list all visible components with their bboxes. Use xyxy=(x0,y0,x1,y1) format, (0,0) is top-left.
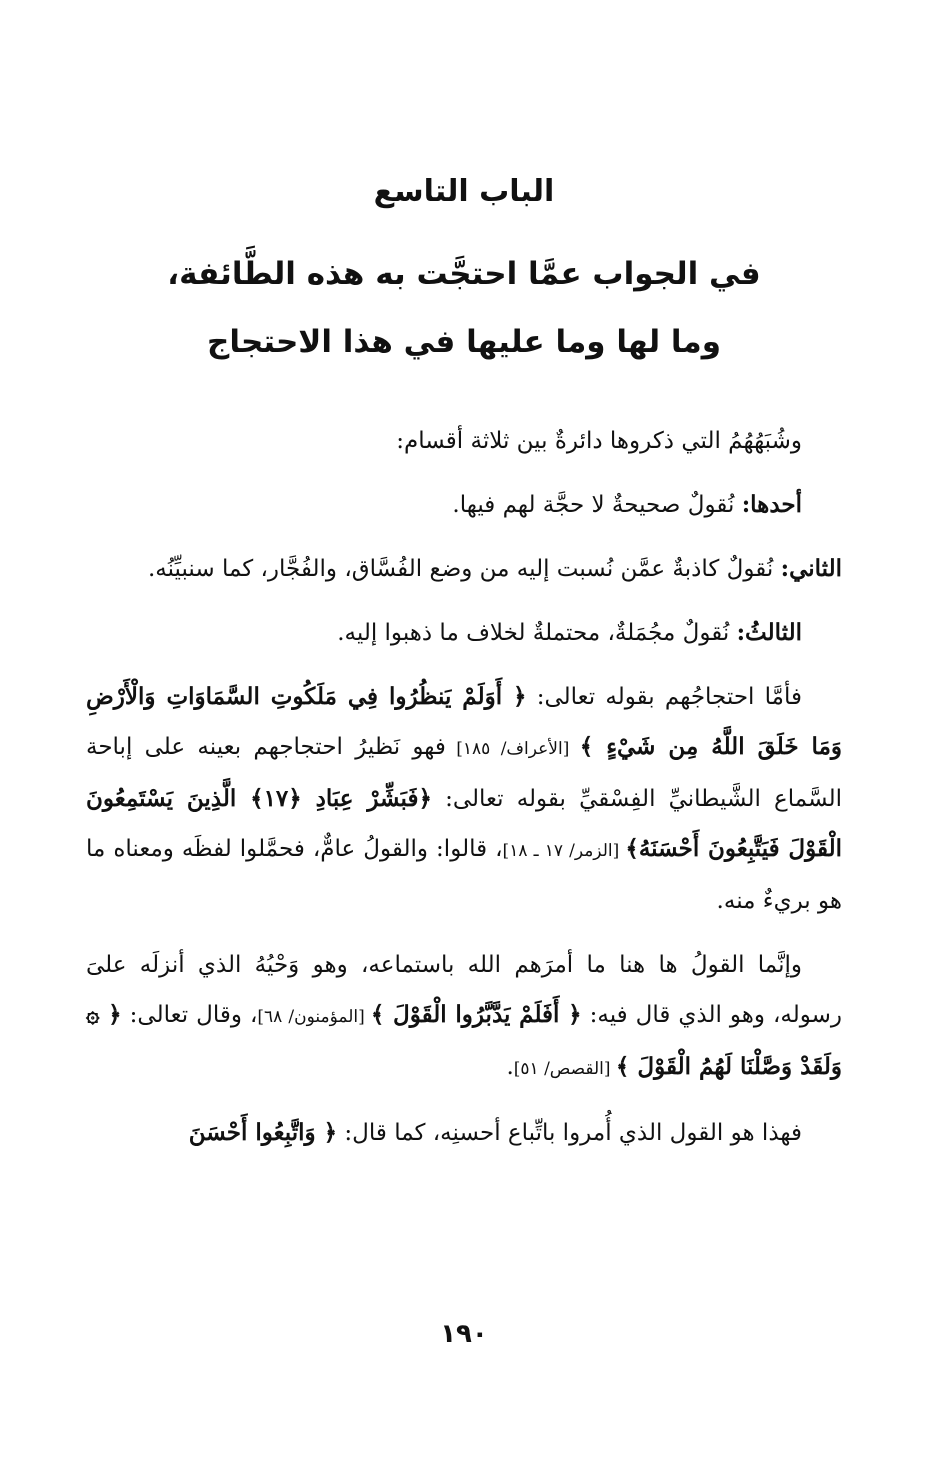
second-category-lead: الثاني: xyxy=(780,555,842,582)
first-category-text: نُقولٌ صحيحةٌ لا حجَّة لهم فيها. xyxy=(452,492,742,518)
argument-text-a: فأمَّا احتجاجُهم بقوله تعالى: xyxy=(526,684,803,710)
paragraph-intro xyxy=(86,416,842,466)
quran-verse-zumar: ﴿فَبَشِّرْ عِبَادِ ﴿١٧﴾ الَّذِينَ يَسْتَمِعُونَ الْقَوْلَ فَيَتَّبِعُونَ أَحْسَنَهُ﴾ xyxy=(86,785,843,862)
paragraph-meaning-of-qawl xyxy=(86,940,842,1094)
argument-text-b: فهو نَظيرُ احتجاجهم بعينه على إباحة السَّماع الشَّيطانيِّ الفِسْقيِّ بقوله تعالى: xyxy=(86,734,842,812)
paragraph-follow-best xyxy=(86,1108,842,1158)
paragraph-first-category xyxy=(86,480,842,530)
paragraph-second-category xyxy=(86,544,842,594)
chapter-title-line-1: في الجواب عمَّا احتجَّت به هذه الطَّائفة، xyxy=(167,256,761,292)
third-category-lead: الثالثُ: xyxy=(736,619,802,646)
first-category-lead: أحدها: xyxy=(741,491,802,518)
quran-verse-qasas: ﴿ ۞ وَلَقَدْ وَصَّلْنَا لَهُمُ الْقَوْلَ ﴾ xyxy=(86,1001,842,1080)
argument-text-c: ، قالوا: والقولُ عامٌّ، فحمَّلوا لفظَه ومعناه ما هو بريءٌ منه. xyxy=(86,836,842,914)
page-number: ١٩٠ xyxy=(440,1319,488,1349)
verse-reference-araf: [الأعراف/ ١٨٥] xyxy=(445,739,580,759)
verse-reference-qasas: [القصص/ ٥١] xyxy=(513,1059,616,1079)
chapter-title xyxy=(0,240,928,376)
paragraph-argument xyxy=(86,672,842,926)
second-category-text: نُقولٌ كاذبةٌ عمَّن نُسبت إليه من وضع الفُسَّاق، والفُجَّار، كما سنبيِّنُه. xyxy=(147,556,781,582)
chapter-title-line-2: وما لها وما عليها في هذا الاحتجاج xyxy=(206,324,721,360)
quran-verse-fragment: ﴿ وَاتَّبِعُوا أَحْسَنَ xyxy=(188,1119,338,1146)
meaning-text-a: وإنَّما القولُ ها هنا ما أمرَهم الله باستماعه، وهو وَحْيُهُ الذي أنزلَه علىَ رسوله، وهو الذي قال فيه: xyxy=(86,952,843,1028)
paragraph-third-category xyxy=(86,608,842,658)
chapter-label: الباب التاسع xyxy=(373,174,555,209)
verse-reference-zumar: [الزمر/ ١٧ ـ ١٨] xyxy=(502,841,626,861)
body-text xyxy=(86,416,842,1172)
verse-reference-muminun: [المؤمنون/ ٦٨] xyxy=(257,1007,371,1027)
quran-verse-araf: ﴿ أَوَلَمْ يَنظُرُوا فِي مَلَكُوتِ السَّمَاوَاتِ وَالْأَرْضِ وَمَا خَلَقَ اللَّهُ مِن شَيْءٍ ﴾ xyxy=(86,683,842,760)
third-category-text: نُقولٌ مجُمَلةٌ، محتملةٌ لخلاف ما ذهبوا إليه. xyxy=(337,620,737,646)
follow-best-text: فهذا هو القول الذي أُمروا باتِّباع أحسنِه، كما قال: xyxy=(337,1120,802,1146)
quran-verse-muminun: ﴿ أَفَلَمْ يَدَّبَّرُوا الْقَوْلَ ﴾ xyxy=(370,1001,582,1028)
paragraph-intro-text: وشُبَهُهُمُ التي ذكروها دائرةٌ بين ثلاثة أقسام: xyxy=(396,428,802,454)
meaning-text-b: ، وقال تعالى: xyxy=(121,1002,258,1028)
meaning-text-c: . xyxy=(506,1054,514,1080)
